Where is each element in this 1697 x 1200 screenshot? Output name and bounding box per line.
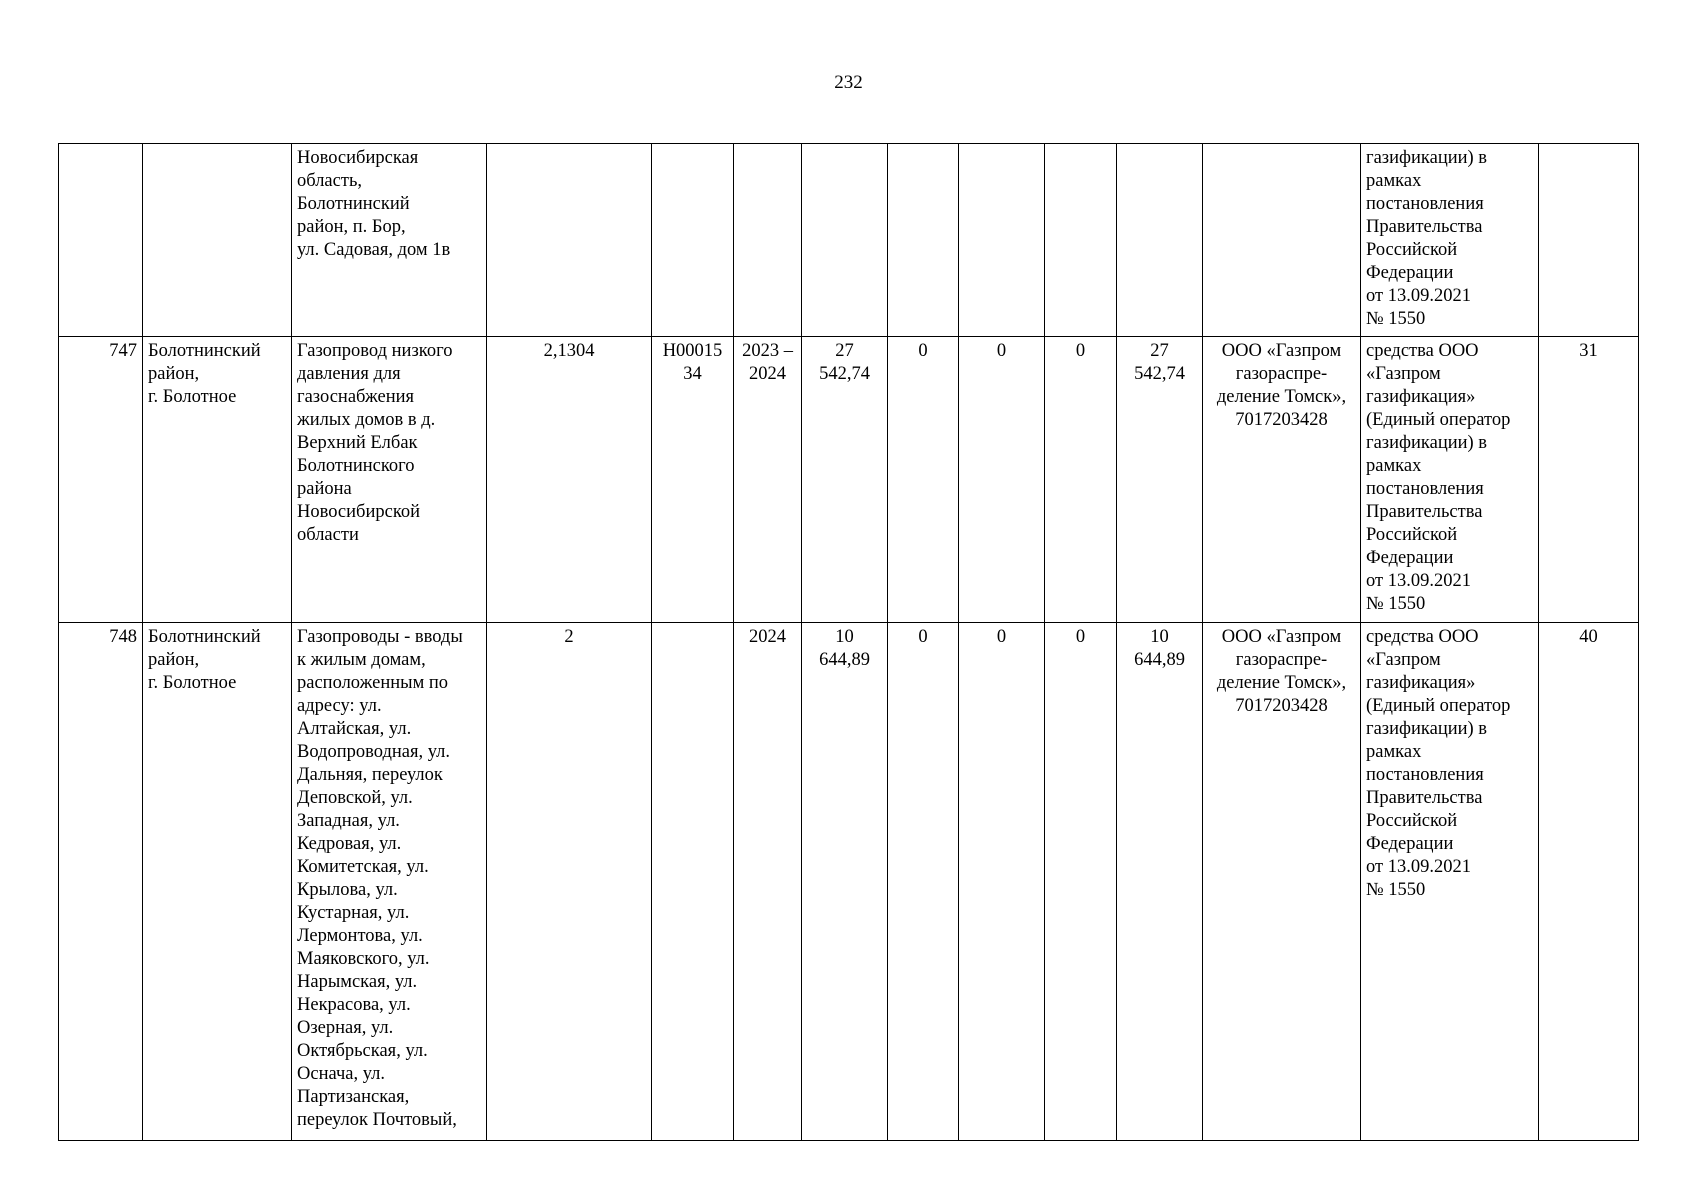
cell-years: 2024 [734, 623, 802, 1141]
cell-federal: 0 [888, 623, 959, 1141]
cell-years [734, 144, 802, 337]
cell-object: Газопровод низкого давления для газоснабжения жилых домов в д. Верхний Елбак Болотнинского района Новосибирской области [292, 337, 487, 623]
cell-district: Болотнинский район, г. Болотное [143, 337, 292, 623]
cell-length [487, 144, 652, 337]
cell-funding-source: средства ООО «Газпром газификация» (Единый оператор газификации) в рамках постановления Правительства Российской Федерации от 13.09.2021 № 1550 [1361, 623, 1539, 1141]
cell-federal [888, 144, 959, 337]
cell-regional [959, 144, 1045, 337]
cell-object: Газопроводы - вводы к жилым домам, расположенным по адресу: ул. Алтайская, ул. Водопроводная, ул. Дальняя, переулок Деповской, ул. Западная, ул. Кедровая, ул. Комитетская, ул. Крылова, ул. Кустарная, ул. Лермонтова, ул. Маяковского, ул. Нарымская, ул. Некрасова, ул. Озерная, ул. Октябрьская, ул. Оснача, ул. Партизанская, переулок Почтовый, [292, 623, 487, 1141]
cell-local [1045, 144, 1117, 337]
cell-district [143, 144, 292, 337]
cell-length: 2 [487, 623, 652, 1141]
cell-years: 2023 – 2024 [734, 337, 802, 623]
table-row [59, 144, 1639, 337]
cell-number [59, 144, 143, 337]
cell-number: 748 [59, 623, 143, 1141]
cell-code [652, 144, 734, 337]
cell-organization: ООО «Газпром газораспре- деление Томск», 7017203428 [1203, 623, 1361, 1141]
cell-extra-budget [1117, 144, 1203, 337]
cell-funding-source: газификации) в рамках постановления Правительства Российской Федерации от 13.09.2021 № 1550 [1361, 144, 1539, 337]
cell-organization [1203, 144, 1361, 337]
cell-last: 40 [1539, 623, 1639, 1141]
investment-program-table [58, 143, 1639, 1141]
cell-regional: 0 [959, 337, 1045, 623]
cell-funding-source: средства ООО «Газпром газификация» (Единый оператор газификации) в рамках постановления Правительства Российской Федерации от 13.09.2021 № 1550 [1361, 337, 1539, 623]
cell-total [802, 144, 888, 337]
table-row [59, 623, 1639, 1141]
cell-code [652, 623, 734, 1141]
cell-extra-budget: 10 644,89 [1117, 623, 1203, 1141]
cell-total: 27 542,74 [802, 337, 888, 623]
cell-last: 31 [1539, 337, 1639, 623]
cell-federal: 0 [888, 337, 959, 623]
cell-length: 2,1304 [487, 337, 652, 623]
cell-extra-budget: 27 542,74 [1117, 337, 1203, 623]
table-row [59, 337, 1639, 623]
cell-organization: ООО «Газпром газораспре- деление Томск», 7017203428 [1203, 337, 1361, 623]
cell-local: 0 [1045, 623, 1117, 1141]
cell-total: 10 644,89 [802, 623, 888, 1141]
cell-number: 747 [59, 337, 143, 623]
cell-last [1539, 144, 1639, 337]
page-number: 232 [834, 72, 863, 93]
cell-regional: 0 [959, 623, 1045, 1141]
cell-district: Болотнинский район, г. Болотное [143, 623, 292, 1141]
cell-object: Новосибирская область, Болотнинский район, п. Бор, ул. Садовая, дом 1в [292, 144, 487, 337]
cell-code: Н00015 34 [652, 337, 734, 623]
cell-local: 0 [1045, 337, 1117, 623]
